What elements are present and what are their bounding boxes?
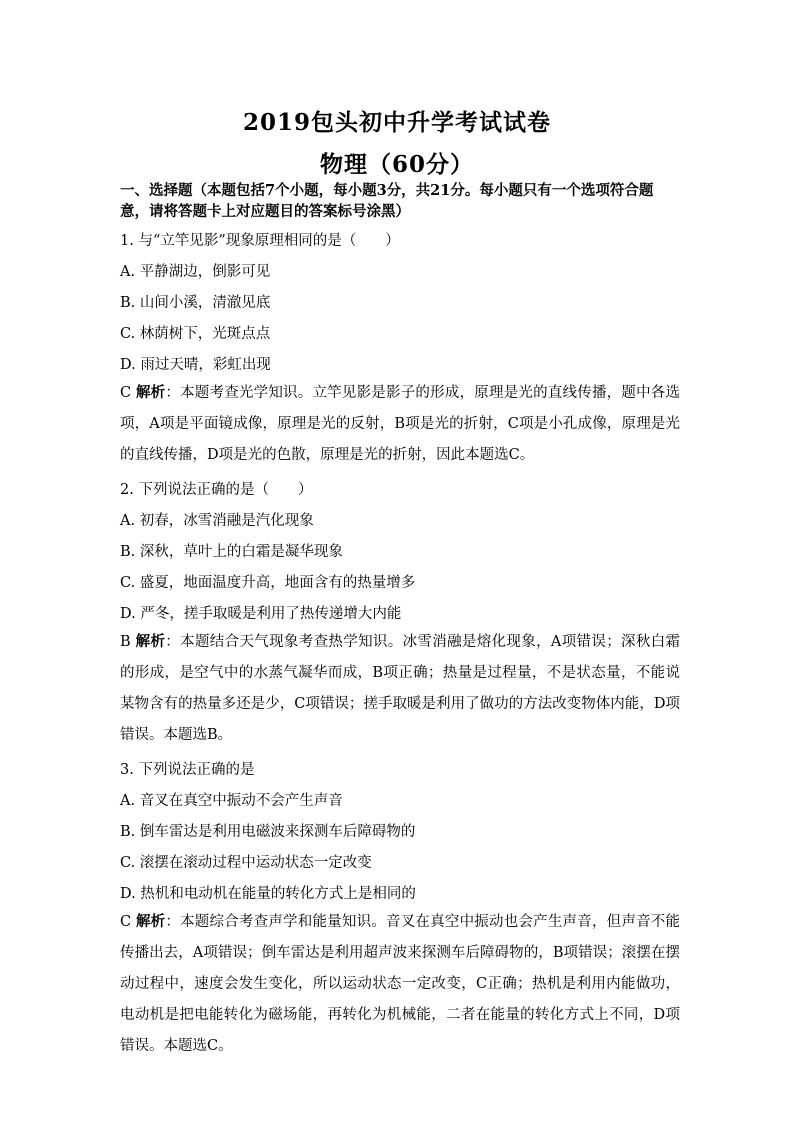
question-1-stem: 1. 与“立竿见影”现象原理相同的是（ ） bbox=[120, 233, 400, 249]
question-3-option-b: B. 倒车雷达是利用电磁波来探测车后障碍物的 bbox=[120, 824, 416, 840]
question-1-option-d: D. 雨过天晴，彩虹出现 bbox=[120, 357, 271, 373]
question-3-option-c: C. 滚摆在滚动过程中运动状态一定改变 bbox=[120, 855, 372, 871]
question-1-option-a: A. 平静湖边，倒影可见 bbox=[120, 264, 271, 280]
answer-letter: B bbox=[120, 634, 131, 650]
explanation-label: 解析 bbox=[135, 633, 166, 650]
question-2-option-b: B. 深秋，草叶上的白霜是凝华现象 bbox=[120, 544, 343, 560]
question-2-option-c: C. 盛夏，地面温度升高，地面含有的热量增多 bbox=[120, 575, 416, 591]
question-3-explanation: C 解析：本题综合考查声学和能量知识。音叉在真空中振动也会产生声音，但声音不能传播出去，A项错误；倒车雷达是利用超声波来探测车后障碍物的，B项错误；滚摆在摆动过程中，速度会发生变化，所以运动状态一定改变，C正确；热机是利用内能做功，电动机是把电能转化为磁场能，再转化为机械能，二者在能量的转化方式上不同，D项错误。本题选C。 bbox=[120, 913, 681, 1054]
answer-letter: C bbox=[120, 914, 132, 930]
question-3-option-d: D. 热机和电动机在能量的转化方式上是相同的 bbox=[120, 886, 416, 902]
question-3-stem: 3. 下列说法正确的是 bbox=[120, 762, 255, 778]
question-3-option-a: A. 音叉在真空中振动不会产生声音 bbox=[120, 793, 343, 809]
question-2-explanation: B 解析：本题结合天气现象考查热学知识。冰雪消融是熔化现象，A项错误；深秋白霜的形成，是空气中的水蒸气凝华而成，B项正确；热量是过程量，不是状态量，不能说某物含有的热量多还是少，C项错误；搓手取暖是利用了做功的方法改变物体内能，D项错误。本题选B。 bbox=[120, 633, 681, 743]
question-2-option-d: D. 严冬，搓手取暖是利用了热传递增大内能 bbox=[120, 606, 402, 622]
question-2-option-a: A. 初春，冰雪消融是汽化现象 bbox=[120, 513, 314, 529]
question-1-option-b: B. 山间小溪，清澈见底 bbox=[120, 295, 271, 311]
question-1-option-c: C. 林荫树下，光斑点点 bbox=[120, 326, 271, 342]
question-1-explanation: C 解析：本题考查光学知识。立竿见影是影子的形成，原理是光的直线传播，题中各选项，A项是平面镜成像，原理是光的反射，B项是光的折射，C项是小孔成像，原理是光的直线传播，D项是光的色散，原理是光的折射，因此本题选C。 bbox=[120, 384, 681, 463]
section-header: 一、选择题（本题包括7个小题，每小题3分，共21分。每小题只有一个选项符合题意，请将答题卡上对应题目的答案标号涂黑） bbox=[120, 182, 654, 220]
page-subtitle: 物理（60分） bbox=[319, 151, 474, 178]
answer-letter: C bbox=[120, 385, 132, 401]
explanation-label: 解析 bbox=[135, 384, 166, 401]
page-title: 2019包头初中升学考试试卷 bbox=[242, 109, 551, 136]
question-2-stem: 2. 下列说法正确的是（ ） bbox=[120, 482, 313, 498]
explanation-label: 解析 bbox=[135, 913, 166, 930]
